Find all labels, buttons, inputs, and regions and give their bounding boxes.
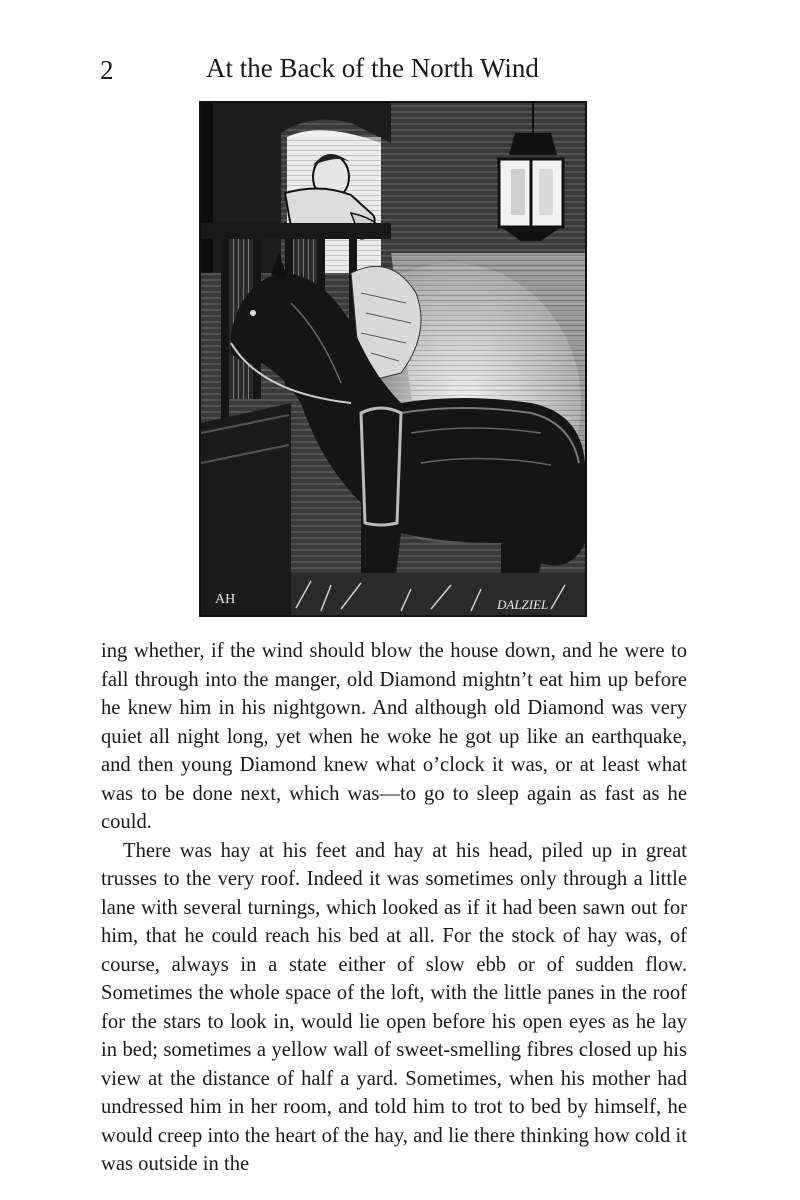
artist-monogram: AH xyxy=(215,592,236,607)
running-title: At the Back of the North Wind xyxy=(206,53,539,83)
stall-partition xyxy=(201,403,291,615)
body-text xyxy=(101,637,687,1179)
horse-stable-engraving xyxy=(201,103,585,615)
page-number: 2 xyxy=(100,55,114,85)
paragraph: There was hay at his feet and hay at his head, piled up in great trusses to the very roof. Indeed it was sometimes only through a little lane with several turnings, which looked as if it had been sawn out for him, that he could reach his bed at all. For the stock of hay was, of course, always in a state either of slow ebb or of sudden flow. Sometimes the whole space of the loft, with the little panes in the roof for the stars to look in, would lie open before his open eyes as he lay in bed; sometimes a yellow wall of sweet-smelling fibres closed up his view at the distance of half a yard. Sometimes, when his mother had undressed him in her room, and told him to trot to bed by himself, he would creep into the heart of the hay, and lie there thinking how cold it was outside in the xyxy=(101,839,687,1175)
paragraph-continued: ing whether, if the wind should blow the house down, and he were to fall through into the manger, old Diamond mightn’t eat him up before he knew him in his nightgown. And although old Diamond was very quiet all night long, yet when he woke he got up like an earthquake, and then young Diamond knew what o’clock it was, or at least what was to be done next, which was—to go to sleep again as fast as he could. xyxy=(101,640,687,833)
engraver-signature: DALZIEL xyxy=(497,597,549,612)
engraving-illustration xyxy=(199,101,587,617)
